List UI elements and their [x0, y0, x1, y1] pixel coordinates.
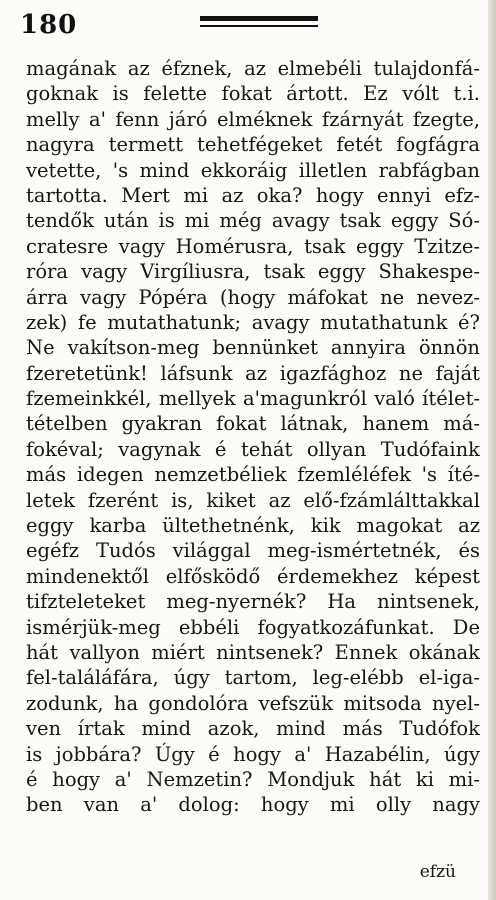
- text-line: fokéval; vagynak é tehát ollyan Tudófaink: [26, 437, 480, 461]
- text-line: ven írtak mind azok, mind más Tudófok: [26, 717, 480, 741]
- text-line: zek) fe mutathatunk; avagy mutathatunk é?: [26, 310, 480, 334]
- header-rule: [200, 16, 318, 30]
- text-line: is jobbára? Úgy é hogy a' Hazabélin, úgy: [26, 742, 480, 766]
- text-line: tételben gyakran fokat látnak, hanem má-: [26, 412, 480, 436]
- text-line: fel-találáfára, úgy tartom, leg-elébb el-iga-: [26, 666, 480, 690]
- text-line: ismérjük-meg ebbéli fogyatkozáfunkat. De: [26, 615, 480, 639]
- text-line: más idegen nemzetbéliek fzemléléfek 's íté-: [26, 463, 480, 487]
- text-line: letek fzerént is, kiket az elő-fzámlálttakkal: [26, 488, 480, 512]
- text-line: tendők után is mi még avagy tsak eggy Só-: [26, 209, 480, 233]
- text-line: melly a' fenn járó elméknek fzárnyát fzegte,: [26, 107, 480, 131]
- text-line: fzemeinkkél, mellyek a'magunkról való ítélet-: [26, 387, 480, 411]
- text-line: zodunk, ha gondolóra vefszük mitsoda nyel-: [26, 691, 480, 715]
- text-line: egéfz Tudós világgal meg-ismértetnék, és: [26, 539, 480, 563]
- text-line: hát vallyon miért nintsenek? Ennek okának: [26, 640, 480, 664]
- text-line: nagyra termett tehetfégeket fetét fogfágra: [26, 133, 480, 157]
- text-line: é hogy a' Nemzetin? Mondjuk hát ki mi-: [26, 767, 480, 791]
- text-line: tartotta. Mert mi az oka? hogy ennyi efz-: [26, 183, 480, 207]
- text-line: árra vagy Pópéra (hogy máfokat ne nevez-: [26, 285, 480, 309]
- page-edge: [488, 0, 496, 900]
- text-line: magának az éfznek, az elmebéli tulajdonfá-: [26, 57, 480, 80]
- text-line: róra vagy Virgíliusra, tsak eggy Shakespe-: [26, 260, 480, 284]
- text-line: mindenektől elfősködő érdemekhez képest: [26, 564, 480, 588]
- text-line: vetette, 's mind ekkoráig illetlen rabfágban: [26, 158, 480, 182]
- header-rule-thin: [200, 25, 318, 27]
- header-rule-thick: [200, 16, 318, 21]
- text-line: Ne vakítson-meg bennünket annyira önnön: [26, 336, 480, 360]
- text-line: goknak is felette fokat ártott. Ez vólt t.i.: [26, 82, 480, 106]
- text-line: eggy karba ültethetnénk, kik magokat az: [26, 514, 480, 538]
- text-line: ben van a' dolog: hogy mi olly nagy: [26, 793, 480, 817]
- body-text: [26, 56, 480, 818]
- text-line: cratesre vagy Homérusra, tsak eggy Tzitze-: [26, 234, 480, 258]
- catchword: efzü: [419, 862, 456, 882]
- text-line: tifzteleteket meg-nyernék? Ha nintsenek,: [26, 590, 480, 614]
- page-number: 180: [20, 10, 78, 40]
- text-line: fzeretetünk! láfsunk az igazfághoz ne faját: [26, 361, 480, 385]
